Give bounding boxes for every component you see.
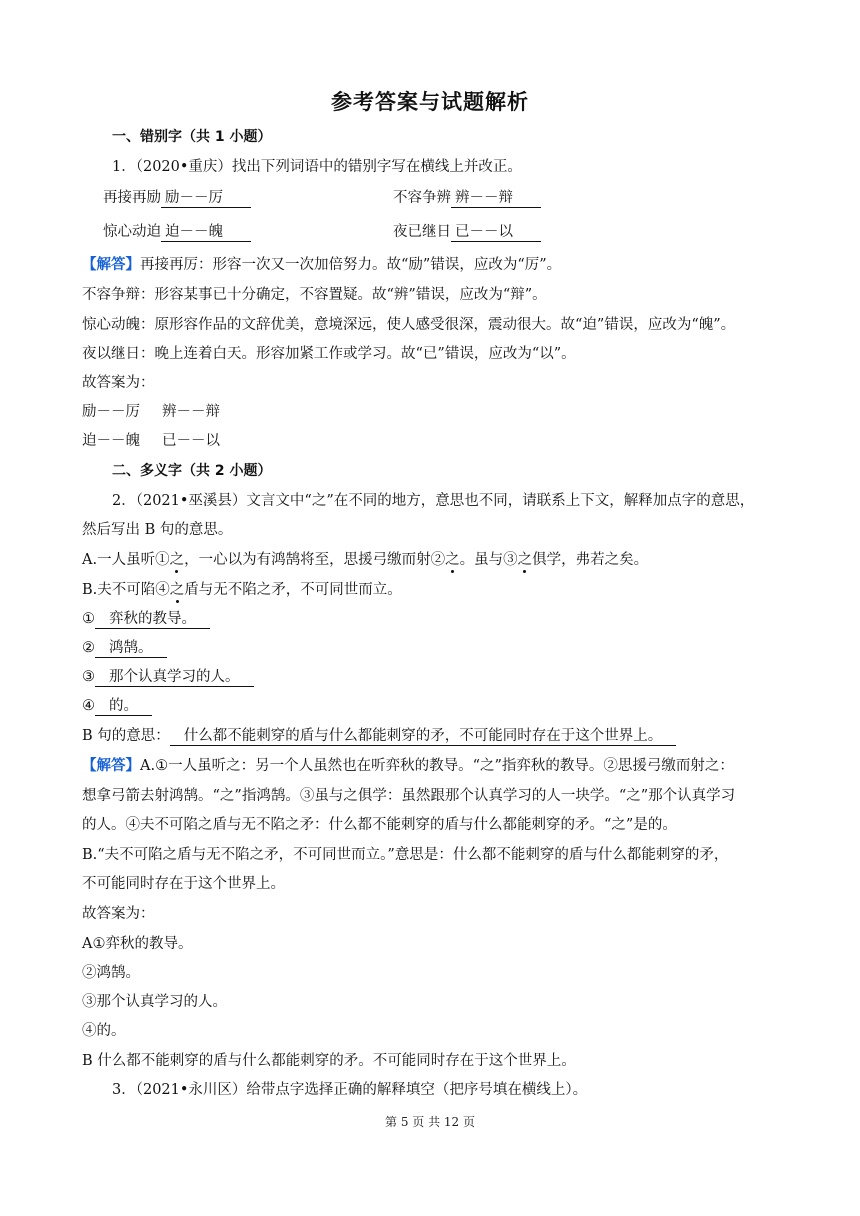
answer-2-line-4: ④的。 [82,1023,126,1039]
question-3: 3．（2021•永川区）给带点字选择正确的解释填空（把序号填在横线上）。 [112,1082,588,1098]
explanation-1-line-4: 夜以继日：晚上连着白天。形容加紧工作或学习。故“已”错误，应改为“以”。 [82,346,576,362]
question-1: 1．（2020•重庆）找出下列词语中的错别字写在横线上并改正。 [112,159,522,175]
word-text: 惊心动迫 [103,224,161,240]
sentence-b: B.夫不可陷④之盾与无不陷之矛，不可同世而立。 [82,582,402,598]
explanation-2-line-3: 的人。④夫不可陷之盾与无不陷之矛：什么都不能刺穿的盾与什么都能刺穿的矛。“之”是的。 [82,817,677,833]
explanation-2-line-4: B.“夫不可陷之盾与无不陷之矛，不可同世而立。”意思是：什么都不能刺穿的盾与什么都能刺穿的矛， [82,847,729,863]
answer-blank: 励－－厉 [161,189,251,208]
page-footer: 第 5 页 共 12 页 [385,1115,475,1129]
explanation-1-line-1: 【解答】再接再厉：形容一次又一次加倍努力。故“励”错误，应改为“厉”。 [82,257,562,273]
fill-2: ② 鸿鹄。 [82,638,167,658]
answer-label-1: 故答案为： [82,375,155,391]
explanation-1-line-2: 不容争辩：形容某事已十分确定，不容置疑。故“辨”错误，应改为“辩”。 [82,287,547,303]
explanation-2-line-1: 【解答】A.①一人虽听之：另一个人虽然也在听弈秋的教导。“之”指弈秋的教导。②思援弓缴而射之： [82,758,734,774]
answer-label-2: 故答案为： [82,906,155,922]
explanation-1-line-3: 惊心动魄：原形容作品的文辞优美，意境深远，使人感受很深，震动很大。故“迫”错误，应改为“魄”。 [82,317,736,333]
answer-blank: 什么都不能刺穿的盾与什么都能刺穿的矛，不可能同时存在于这个世界上。 [170,727,677,746]
answer-blank: 弈秋的教导。 [95,610,210,629]
dotted-char: 之 [517,552,533,568]
sentence-a: A.一人虽听①之，一心以为有鸿鹄将至，思援弓缴而射②之。虽与③之俱学，弗若之矣。 [82,552,649,568]
question-2-line-2: 然后写出 B 句的意思。 [82,522,233,538]
answer-blank: 鸿鹄。 [95,639,167,658]
explanation-2-line-2: 想拿弓箭去射鸿鹄。“之”指鸿鹄。③虽与之俱学：虽然跟那个认真学习的人一块学。“之”那个认真学习 [82,788,736,804]
word-row-1-right [393,188,541,208]
page-title: 参考答案与试题解析 [331,90,529,114]
question-2-line-1: 2．（2021•巫溪县）文言文中“之”在不同的地方，意思也不同，请联系上下文，解释加点字的意思， [112,493,755,509]
answer-1-row-1: 励－－厉 辨－－辩 [82,404,220,420]
dotted-char: 之 [169,582,185,598]
answer-2-line-1: A①弈秋的教导。 [82,936,193,952]
answer-blank: 那个认真学习的人。 [95,668,254,687]
word-text: 夜已继日 [393,224,451,240]
section-heading-1: 一、错别字（共 1 小题） [112,129,272,145]
fill-b-meaning: B 句的意思： 什么都不能刺穿的盾与什么都能刺穿的矛，不可能同时存在于这个世界上。 [82,726,676,746]
fill-4: ④ 的。 [82,696,152,716]
answer-2-line-3: ③那个认真学习的人。 [82,994,227,1010]
answer-blank: 迫－－魄 [161,223,251,242]
answer-blank: 的。 [95,697,152,716]
answer-tag: 【解答】 [82,257,140,273]
answer-1-row-2: 迫－－魄 已－－以 [82,433,220,449]
word-text: 再接再励 [103,190,161,206]
fill-3: ③ 那个认真学习的人。 [82,667,254,687]
word-row-2-left [103,222,251,242]
fill-1: ① 弈秋的教导。 [82,609,210,629]
word-row-2-right [393,222,541,242]
answer-tag: 【解答】 [82,758,140,774]
word-row-1-left [103,188,251,208]
answer-2-line-5: B 什么都不能刺穿的盾与什么都能刺穿的矛。不可能同时存在于这个世界上。 [82,1053,576,1069]
word-text: 不容争辨 [393,190,451,206]
dotted-char: 之 [445,552,460,568]
explanation-2-line-5: 不可能同时存在于这个世界上。 [82,876,285,892]
section-heading-2: 二、多义字（共 2 小题） [112,463,272,479]
answer-blank: 已－－以 [451,223,541,242]
dotted-char: 之 [169,552,185,568]
answer-blank: 辨－－辩 [451,189,541,208]
answer-2-line-2: ②鸿鹄。 [82,965,140,981]
